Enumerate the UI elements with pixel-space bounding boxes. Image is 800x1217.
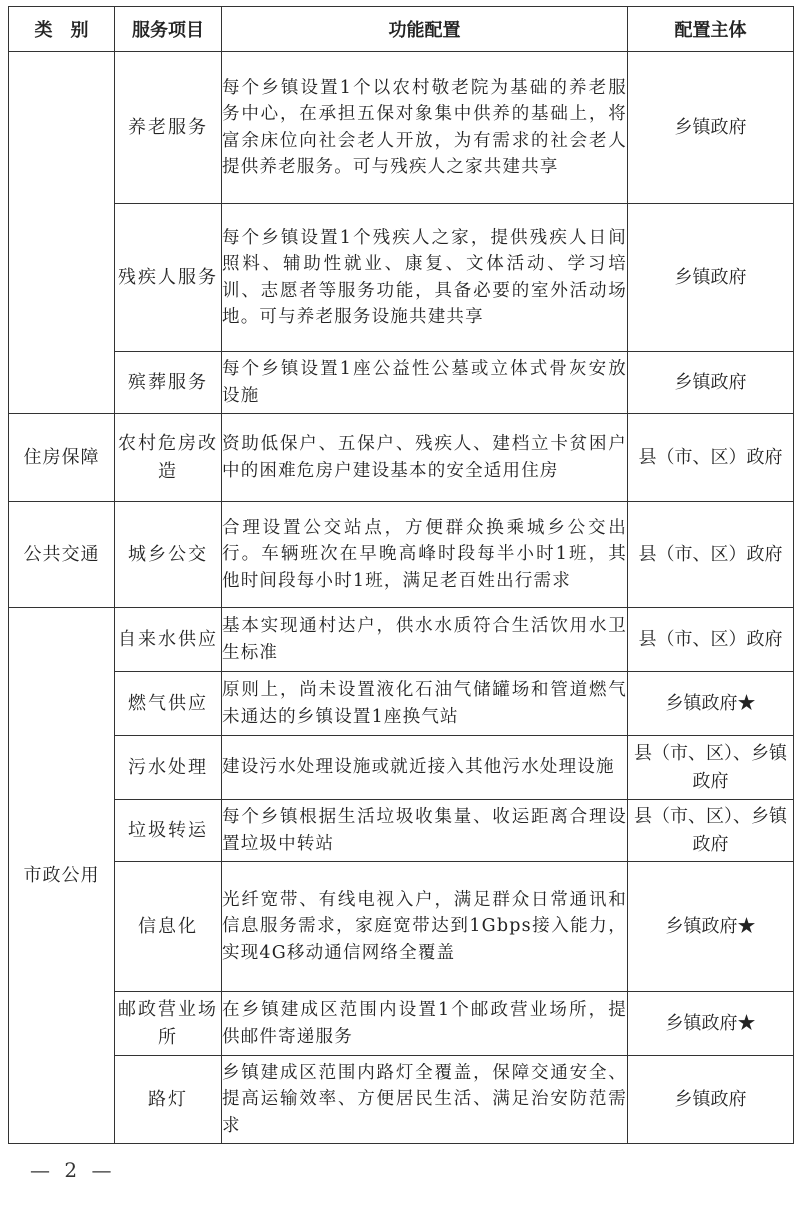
function-cell: 每个乡镇根据生活垃圾收集量、收运距离合理设置垃圾中转站 [222, 800, 628, 862]
owner-cell: 县（市、区）、乡镇政府 [628, 736, 794, 800]
owner-cell: 县（市、区）政府 [628, 608, 794, 672]
function-cell: 每个乡镇设置1个残疾人之家，提供残疾人日间照料、辅助性就业、康复、文体活动、学习培训、志愿者等服务功能，具备必要的室外活动场地。可与养老服务设施共建共享 [222, 204, 628, 352]
function-cell: 每个乡镇设置1个以农村敬老院为基础的养老服务中心，在承担五保对象集中供养的基础上，将富余床位向社会老人开放，为有需求的社会老人提供养老服务。可与残疾人之家共建共享 [222, 52, 628, 204]
header-owner: 配置主体 [628, 7, 794, 52]
table-row [9, 1056, 794, 1144]
owner-cell: 乡镇政府 [628, 352, 794, 414]
function-cell: 建设污水处理设施或就近接入其他污水处理设施 [222, 736, 628, 800]
function-cell: 资助低保户、五保户、残疾人、建档立卡贫困户中的困难危房户建设基本的安全适用住房 [222, 414, 628, 502]
header-category: 类 别 [9, 7, 115, 52]
owner-cell: 乡镇政府 [628, 52, 794, 204]
item-cell: 残疾人服务 [115, 204, 222, 352]
item-cell: 农村危房改造 [115, 414, 222, 502]
category-cell: 住房保障 [9, 414, 115, 502]
page-number: — 2 — [30, 1158, 116, 1182]
table-row [9, 736, 794, 800]
table-row [9, 414, 794, 502]
owner-cell: 县（市、区）、乡镇政府 [628, 800, 794, 862]
table-row [9, 352, 794, 414]
item-cell: 垃圾转运 [115, 800, 222, 862]
function-cell: 乡镇建成区范围内路灯全覆盖，保障交通安全、提高运输效率、方便居民生活、满足治安防范需求 [222, 1056, 628, 1144]
service-config-table [8, 6, 794, 1144]
function-cell: 合理设置公交站点，方便群众换乘城乡公交出行。车辆班次在早晚高峰时段每半小时1班，其他时间段每小时1班，满足老百姓出行需求 [222, 502, 628, 608]
category-cell [9, 52, 115, 414]
function-cell: 基本实现通村达户，供水水质符合生活饮用水卫生标准 [222, 608, 628, 672]
table-row [9, 800, 794, 862]
owner-cell: 乡镇政府★ [628, 672, 794, 736]
item-cell: 邮政营业场所 [115, 992, 222, 1056]
item-cell: 殡葬服务 [115, 352, 222, 414]
function-cell: 在乡镇建成区范围内设置1个邮政营业场所，提供邮件寄递服务 [222, 992, 628, 1056]
table-header-row [9, 7, 794, 52]
owner-cell: 乡镇政府★ [628, 992, 794, 1056]
item-cell: 燃气供应 [115, 672, 222, 736]
table-row [9, 672, 794, 736]
owner-cell: 乡镇政府 [628, 204, 794, 352]
table-row [9, 862, 794, 992]
function-cell: 每个乡镇设置1座公益性公墓或立体式骨灰安放设施 [222, 352, 628, 414]
category-cell: 市政公用 [9, 608, 115, 1144]
owner-cell: 县（市、区）政府 [628, 414, 794, 502]
table-row [9, 52, 794, 204]
category-cell: 公共交通 [9, 502, 115, 608]
function-cell: 光纤宽带、有线电视入户，满足群众日常通讯和信息服务需求，家庭宽带达到1Gbps接入能力，实现4G移动通信网络全覆盖 [222, 862, 628, 992]
item-cell: 污水处理 [115, 736, 222, 800]
owner-cell: 乡镇政府★ [628, 862, 794, 992]
header-function: 功能配置 [222, 7, 628, 52]
table-row [9, 502, 794, 608]
item-cell: 信息化 [115, 862, 222, 992]
item-cell: 路灯 [115, 1056, 222, 1144]
table-row [9, 992, 794, 1056]
item-cell: 城乡公交 [115, 502, 222, 608]
header-item: 服务项目 [115, 7, 222, 52]
item-cell: 养老服务 [115, 52, 222, 204]
table-row [9, 204, 794, 352]
table-row [9, 608, 794, 672]
function-cell: 原则上，尚未设置液化石油气储罐场和管道燃气未通达的乡镇设置1座换气站 [222, 672, 628, 736]
item-cell: 自来水供应 [115, 608, 222, 672]
owner-cell: 县（市、区）政府 [628, 502, 794, 608]
owner-cell: 乡镇政府 [628, 1056, 794, 1144]
